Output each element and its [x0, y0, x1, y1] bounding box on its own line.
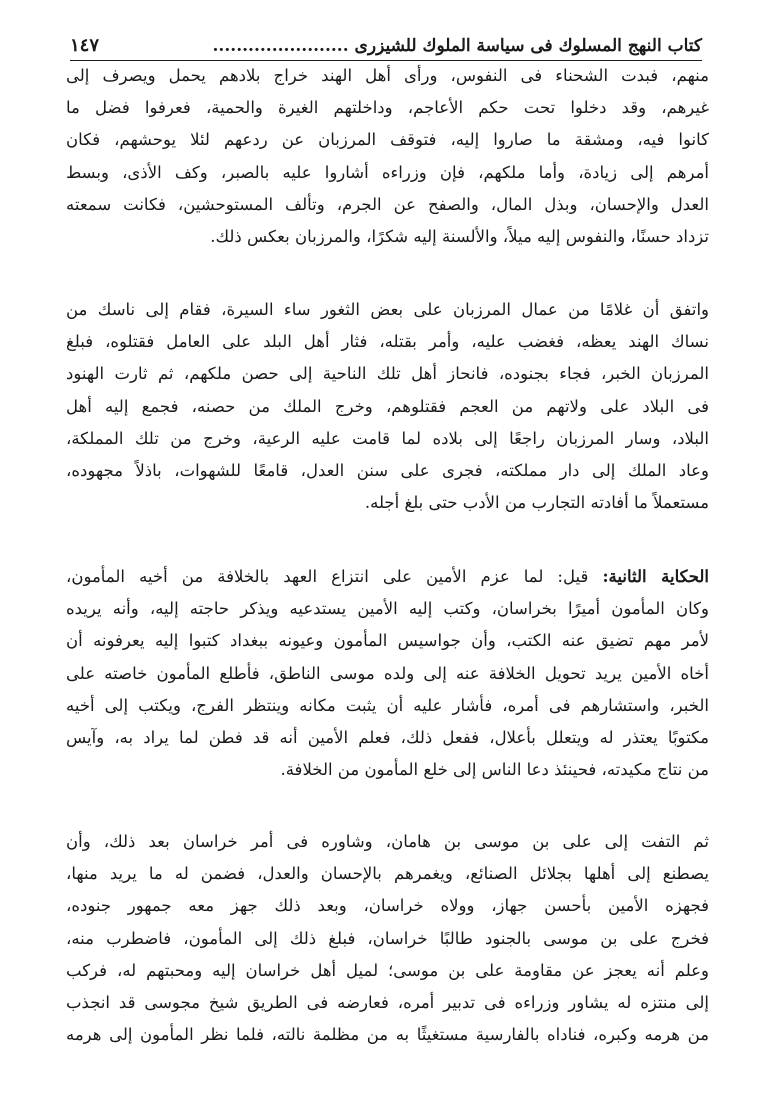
text-line: وعاد الملك إلى دار مملكته، فجرى على سنن العدل، قامعًا للشهوات، باذلاً مجهوده،: [66, 461, 709, 481]
text-line: فى البلاد على ولاتهم من العجم فقتلوهم، وخرج الملك من حصنه، فجمع إليه أهل: [66, 396, 709, 416]
text-line: ثم التفت إلى على بن موسى بن هامان، وشاوره فى أمر خراسان بعد ذلك، وأن: [66, 832, 709, 851]
paragraph-2: [66, 294, 709, 519]
text-line: نساك الهند يعظه، فغضب عليه، وأمر بقتله، فثار أهل البلد على العامل فقتلوه، فبلغ: [66, 332, 709, 352]
text-line: يصطنع إلى أهلها بجلائل الصنائع، ويغمرهم بالإحسان والعدل، فضمن له ما يريد منها،: [66, 864, 709, 884]
text-line: مكتوبًا يعتذر له ويتعلل بأعلال، ففعل ذلك، فعلم الأمين أنه قد فطن لما يراد به، وآيس: [66, 728, 709, 748]
text-line: المرزبان الخبر، فجاء بجنوده، فانحاز أهل تلك الناحية إلى حصن ملكهم، ثم ثارت الهنود: [66, 364, 709, 384]
text-line: [66, 561, 709, 593]
text-line-content: قيل: لما عزم الأمين على انتزاع العهد بالخلافة من أخيه المأمون،: [66, 567, 603, 586]
text-line: فجهزه الأمين بأحسن جهاز، وولاه خراسان، وبعد ذلك جهز معه جمهور جنوده،: [66, 896, 709, 916]
text-line: واتفق أن غلامًا من عمال المرزبان على بعض الثغور ساء السيرة، فقام إلى ناسك من: [66, 300, 709, 319]
paragraph-4: [66, 826, 709, 1051]
text-line: من هرمه وكبره، فناداه بالفارسية مستغيثًا به من مظلمة نالته، فلما نظر المأمون إلى هرمه: [66, 1025, 709, 1045]
header-title: كتاب النهج المسلوك فى سياسة الملوك للشيزرى .......................: [212, 36, 702, 56]
text-line: تزداد حسنًا، والنفوس إليه ميلاً، والألسنة إليه شكرًا، والمرزبان بعكس ذلك.: [210, 227, 709, 247]
text-line: مستعملاً ما أفادته التجارب من الأدب حتى بلغ أجله.: [364, 493, 709, 513]
text-line: أمرهم إلى زيادة، وأما ملكهم، فإن وزراءه أشاروا عليه بالصبر، وكف الأذى، وبسط: [66, 162, 709, 182]
text-line: غيرهم، وقد دخلوا تحت حكم الأعاجم، وداخلتهم الغيرة والحمية، فعرفوا فضل ما: [66, 98, 709, 118]
running-header: [70, 26, 702, 61]
text-line: من نتاج مكيدته، فحينئذ دعا الناس إلى خلع المأمون من الخلافة.: [280, 760, 709, 780]
text-line: إلى منتزه له يشاور وزراءه فى تدبير أمره، فعارضه فى الطريق شيخ مجوسى قد انجذب: [66, 993, 709, 1013]
text-line: وعلم أنه يعجز عن مقاومة على بن موسى؛ لميل أهل خراسان إليه ومحبتهم له، فركب: [66, 960, 709, 980]
text-line: فخرج على بن موسى بالجنود طالبًا خراسان، فبلغ ذلك إلى المأمون، فاضطرب منه،: [66, 928, 709, 948]
text-line: أخاه الأمين يريد تحويل الخلافة عنه إلى ولده موسى الناطق، فأطلع المأمون خاصته على: [66, 663, 709, 683]
page-number: ١٤٧: [70, 35, 100, 56]
paragraph-3: [66, 561, 709, 786]
paragraph-1: [66, 60, 709, 253]
text-line: العدل والإحسان، وبذل المال، والصفح عن الجرم، وتألف المستوحشين، فكانت سمعته: [66, 194, 709, 214]
text-line: لأمر مهم تضيق عنه الكتب، وأن جواسيس المأمون وعيونه ببغداد كتبوا إليه يعرفونه أن: [66, 631, 709, 651]
text-line: وكان المأمون أميرًا بخراسان، وكتب إليه الأمين يستدعيه ويذكر حاجته إليه، وأنه يريده: [66, 599, 709, 619]
text-line: كانوا فيه، ومشقة ما صاروا إليه، فتوقف المرزبان عن ردعهم لئلا يوحشهم، فكان: [66, 130, 709, 150]
text-line: البلاد، وسار المرزبان راجعًا إلى بلاده لما قامت عليه الرعية، وخرج من تلك المملكة،: [66, 428, 709, 448]
text-line: الخبر، واستشارهم فى أمره، فأشار عليه أن يثبت مكانه وينتظر الفرج، ويكتب إلى أخيه: [66, 695, 709, 715]
story-heading: الحكاية الثانية:: [602, 567, 710, 586]
text-line: منهم، فبدت الشحناء فى النفوس، ورأى أهل الهند خراج بلادهم يحمل ويصرف إلى: [66, 66, 709, 85]
